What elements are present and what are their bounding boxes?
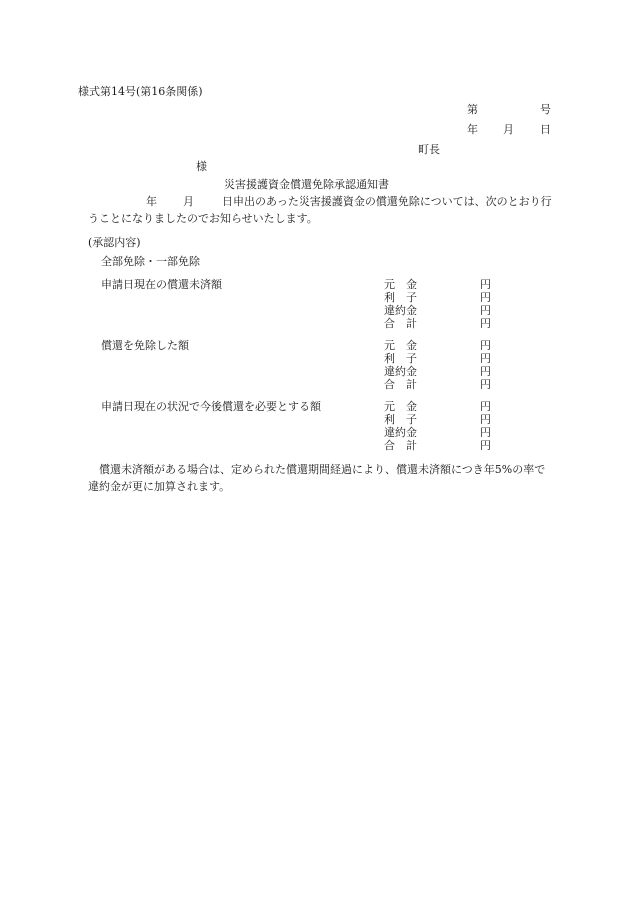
unit-yen: 円 (480, 304, 491, 317)
number-go: 号 (540, 103, 551, 116)
group-label: 償還を免除した額 (101, 339, 189, 352)
group-label: 申請日現在の償還未済額 (101, 278, 222, 291)
item-principal: 元 金 (384, 400, 417, 413)
item-total: 合 計 (384, 378, 417, 391)
item-penalty: 違約金 (384, 426, 417, 439)
item-principal: 元 金 (384, 278, 417, 291)
item-total: 合 計 (384, 439, 417, 452)
exemption-type: 全部免除・一部免除 (101, 255, 200, 268)
unit-yen: 円 (480, 378, 491, 391)
unit-yen: 円 (480, 439, 491, 452)
item-penalty: 違約金 (384, 304, 417, 317)
item-total: 合 計 (384, 317, 417, 330)
unit-yen: 円 (480, 352, 491, 365)
number-dai: 第 (467, 103, 478, 116)
unit-yen: 円 (480, 317, 491, 330)
unit-yen: 円 (480, 413, 491, 426)
unit-yen: 円 (480, 426, 491, 439)
item-penalty: 違約金 (384, 365, 417, 378)
group-label: 申請日現在の状況で今後償還を必要とする額 (101, 400, 321, 413)
date-month: 月 (503, 123, 514, 136)
unit-yen: 円 (480, 365, 491, 378)
item-principal: 元 金 (384, 339, 417, 352)
intro-month: 月 (183, 195, 194, 208)
item-interest: 利 子 (384, 291, 417, 304)
intro-year: 年 (146, 195, 157, 208)
issuer: 町長 (418, 143, 440, 156)
unit-yen: 円 (480, 400, 491, 413)
form-id: 様式第14号(第16条関係) (78, 85, 203, 98)
addressee-suffix: 様 (196, 160, 207, 173)
section-heading: (承認内容) (88, 236, 141, 249)
document-title: 災害援護資金償還免除承認通知書 (224, 178, 389, 191)
unit-yen: 円 (480, 339, 491, 352)
unit-yen: 円 (480, 291, 491, 304)
date-year: 年 (467, 123, 478, 136)
intro-text: 日申出のあった災害援護資金の償還免除については、次のとおり行うことになりましたのでお知らせいたします。 (88, 195, 552, 225)
item-interest: 利 子 (384, 413, 417, 426)
date-day: 日 (540, 123, 551, 136)
unit-yen: 円 (480, 278, 491, 291)
penalty-note: 償還未済額がある場合は、定められた償還期間経過により、償還未済額につき年5%の率で違約金が更に加算されます。 (88, 463, 546, 493)
item-interest: 利 子 (384, 352, 417, 365)
